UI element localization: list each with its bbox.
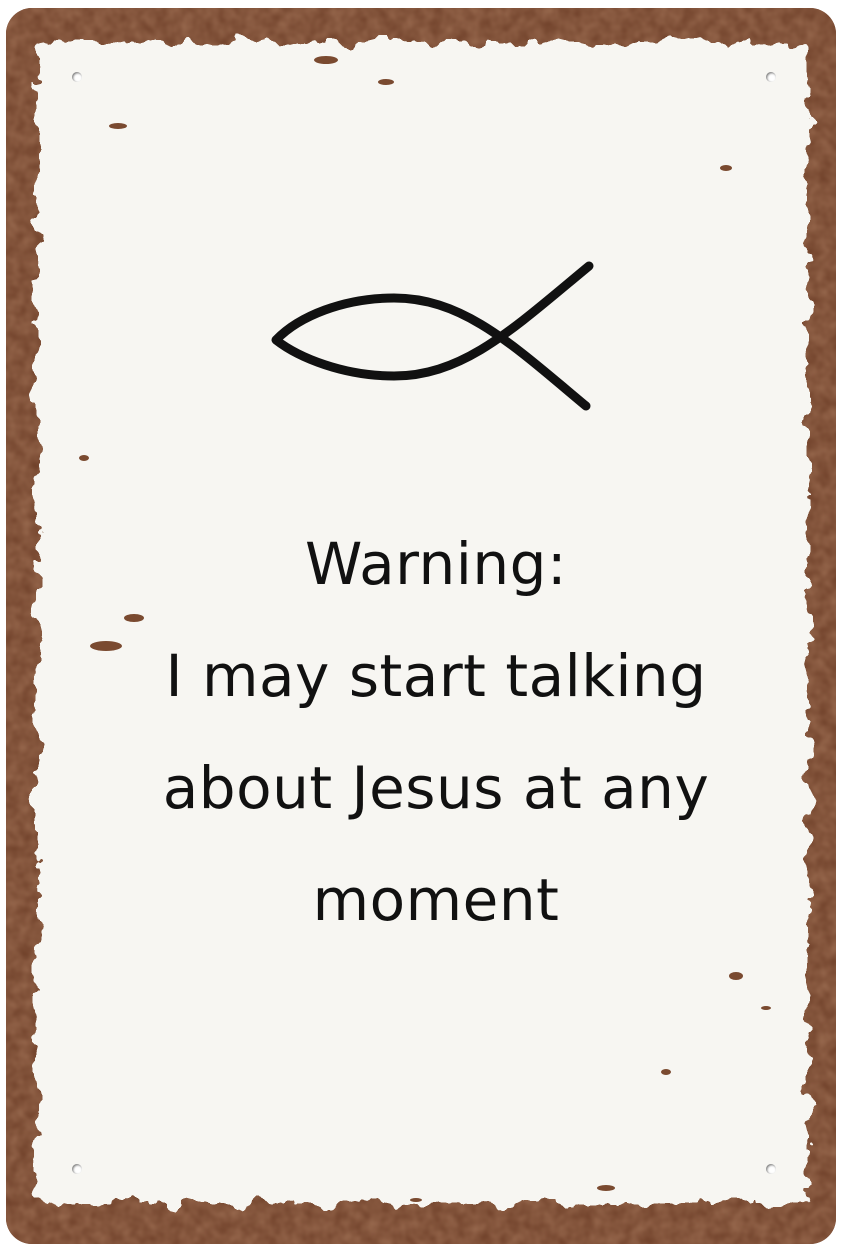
mounting-hole-bottom-right <box>766 1164 776 1174</box>
mounting-hole-bottom-left <box>72 1164 82 1174</box>
sign-message <box>46 508 826 956</box>
sign-line-2: about Jesus at any <box>162 754 710 822</box>
mounting-hole-top-right <box>766 72 776 82</box>
metal-sign <box>6 8 836 1244</box>
sign-title: Warning: <box>305 530 567 598</box>
mounting-hole-top-left <box>72 72 82 82</box>
sign-line-3: moment <box>312 866 560 934</box>
sign-line-1: I may start talking <box>165 642 707 710</box>
ichthys-fish-icon <box>264 258 604 428</box>
